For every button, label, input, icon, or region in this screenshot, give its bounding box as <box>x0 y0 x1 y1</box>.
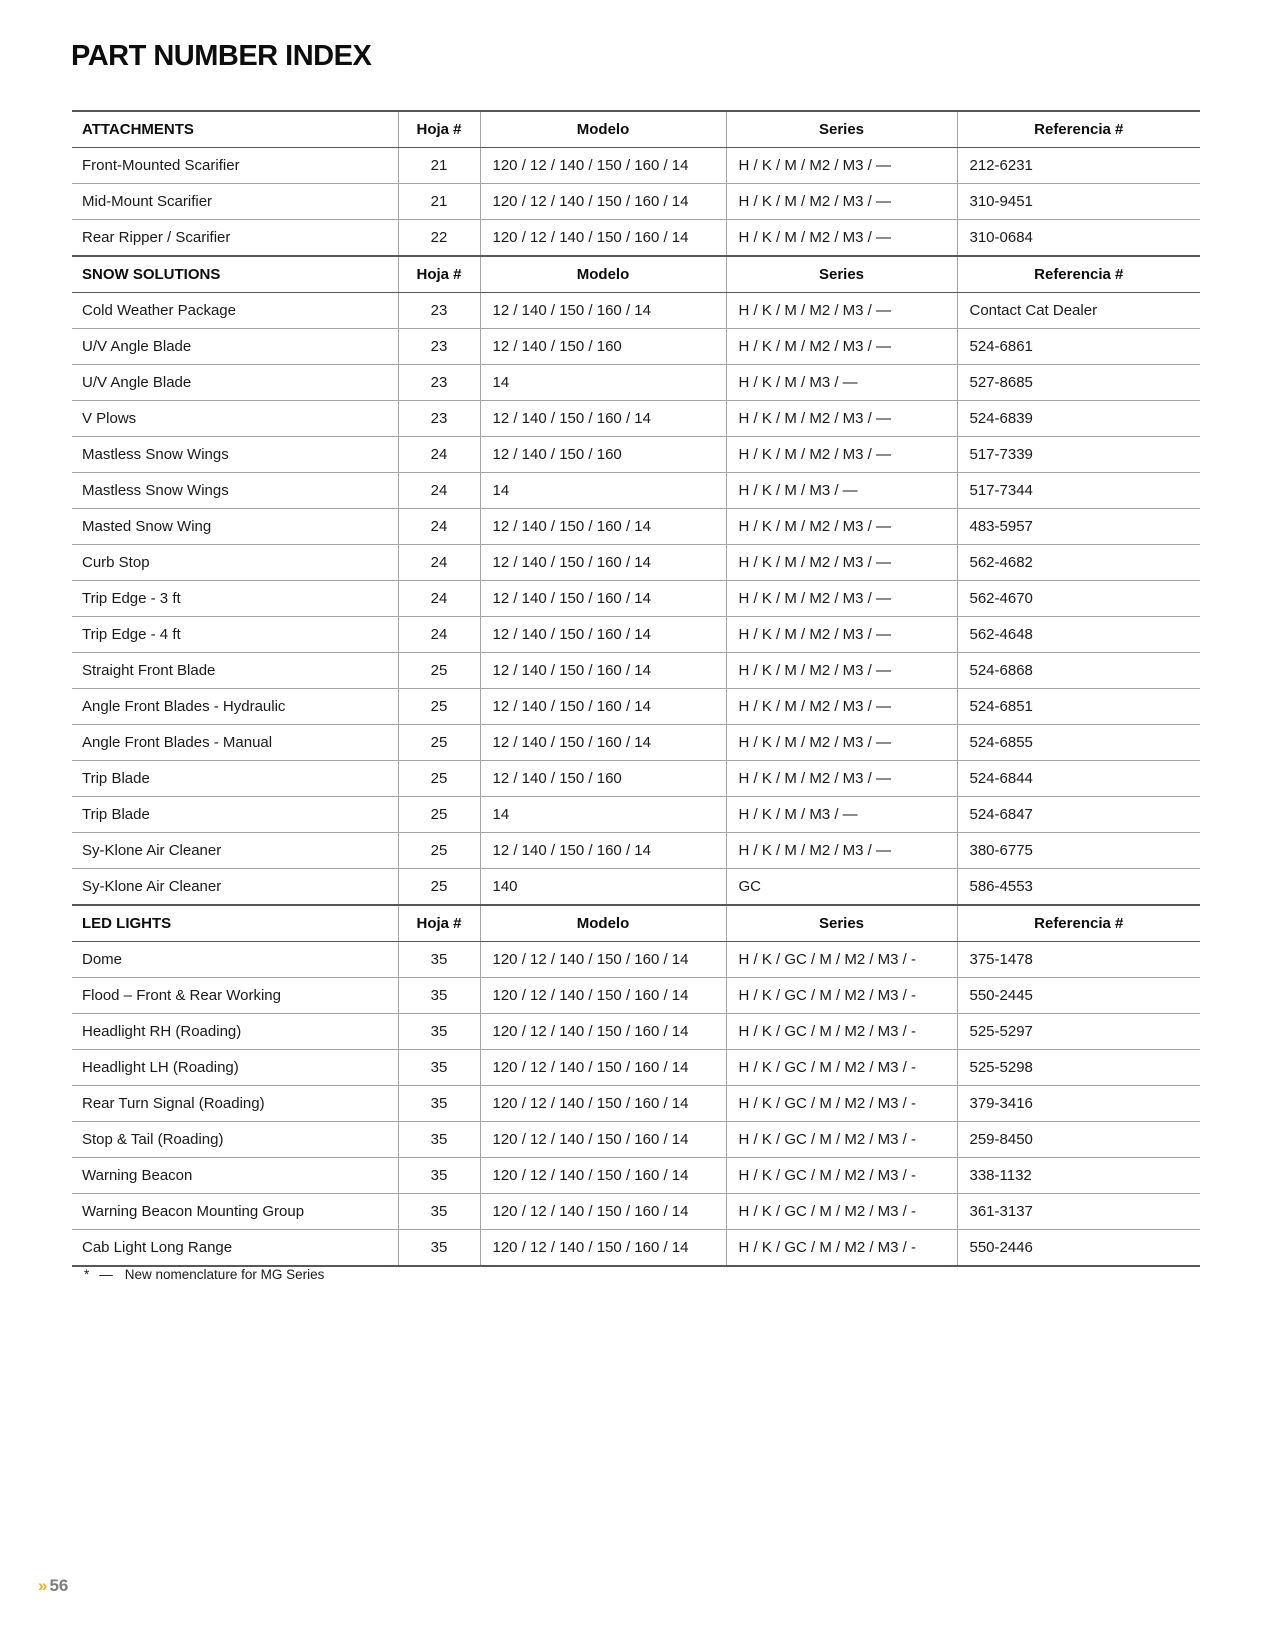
modelo-cell: 12 / 140 / 150 / 160 / 14 <box>480 689 726 725</box>
series-cell: H / K / M / M2 / M3 / — <box>726 401 957 437</box>
product-name-cell: Trip Blade <box>72 761 398 797</box>
product-name-cell: Front-Mounted Scarifier <box>72 148 398 184</box>
hoja-cell: 23 <box>398 329 480 365</box>
modelo-cell: 120 / 12 / 140 / 150 / 160 / 14 <box>480 942 726 978</box>
modelo-cell: 14 <box>480 797 726 833</box>
hoja-cell: 25 <box>398 689 480 725</box>
referencia-cell: 375-1478 <box>957 942 1200 978</box>
table-row <box>72 1086 1200 1122</box>
referencia-cell: 525-5298 <box>957 1050 1200 1086</box>
hoja-cell: 35 <box>398 1230 480 1267</box>
hoja-cell: 24 <box>398 473 480 509</box>
column-header: Modelo <box>480 905 726 942</box>
modelo-cell: 120 / 12 / 140 / 150 / 160 / 14 <box>480 148 726 184</box>
referencia-cell: 517-7344 <box>957 473 1200 509</box>
series-cell: H / K / M / M2 / M3 / — <box>726 725 957 761</box>
series-cell: H / K / M / M2 / M3 / — <box>726 148 957 184</box>
modelo-cell: 12 / 140 / 150 / 160 / 14 <box>480 833 726 869</box>
referencia-cell: 310-9451 <box>957 184 1200 220</box>
hoja-cell: 25 <box>398 869 480 906</box>
product-name-cell: Curb Stop <box>72 545 398 581</box>
column-header: Hoja # <box>398 905 480 942</box>
referencia-cell: 527-8685 <box>957 365 1200 401</box>
footnote-dash: — <box>99 1267 113 1282</box>
series-cell: H / K / GC / M / M2 / M3 / - <box>726 1086 957 1122</box>
referencia-cell: 361-3137 <box>957 1194 1200 1230</box>
series-cell: H / K / M / M2 / M3 / — <box>726 761 957 797</box>
table-row <box>72 401 1200 437</box>
product-name-cell: Stop & Tail (Roading) <box>72 1122 398 1158</box>
hoja-cell: 23 <box>398 401 480 437</box>
series-cell: H / K / M / M2 / M3 / — <box>726 617 957 653</box>
section-header-row <box>72 905 1200 942</box>
referencia-cell: 379-3416 <box>957 1086 1200 1122</box>
footnote-asterisk: * <box>84 1267 90 1282</box>
column-header: Series <box>726 111 957 148</box>
modelo-cell: 14 <box>480 365 726 401</box>
series-cell: H / K / GC / M / M2 / M3 / - <box>726 942 957 978</box>
series-cell: H / K / GC / M / M2 / M3 / - <box>726 1050 957 1086</box>
hoja-cell: 25 <box>398 725 480 761</box>
modelo-cell: 12 / 140 / 150 / 160 <box>480 761 726 797</box>
column-header: Hoja # <box>398 111 480 148</box>
modelo-cell: 120 / 12 / 140 / 150 / 160 / 14 <box>480 184 726 220</box>
hoja-cell: 35 <box>398 1086 480 1122</box>
modelo-cell: 14 <box>480 473 726 509</box>
product-name-cell: Warning Beacon Mounting Group <box>72 1194 398 1230</box>
column-header: Referencia # <box>957 905 1200 942</box>
modelo-cell: 12 / 140 / 150 / 160 / 14 <box>480 509 726 545</box>
hoja-cell: 35 <box>398 1014 480 1050</box>
product-name-cell: V Plows <box>72 401 398 437</box>
series-cell: H / K / M / M2 / M3 / — <box>726 545 957 581</box>
column-header: Series <box>726 256 957 293</box>
series-cell: H / K / M / M2 / M3 / — <box>726 509 957 545</box>
hoja-cell: 35 <box>398 1122 480 1158</box>
modelo-cell: 120 / 12 / 140 / 150 / 160 / 14 <box>480 978 726 1014</box>
table-row <box>72 653 1200 689</box>
series-cell: H / K / M / M2 / M3 / — <box>726 689 957 725</box>
hoja-cell: 24 <box>398 617 480 653</box>
product-name-cell: Angle Front Blades - Manual <box>72 725 398 761</box>
product-name-cell: Headlight LH (Roading) <box>72 1050 398 1086</box>
section-title: SNOW SOLUTIONS <box>72 256 398 293</box>
hoja-cell: 22 <box>398 220 480 257</box>
series-cell: H / K / M / M2 / M3 / — <box>726 653 957 689</box>
footnote <box>84 1267 324 1282</box>
hoja-cell: 23 <box>398 293 480 329</box>
hoja-cell: 25 <box>398 797 480 833</box>
referencia-cell: 338-1132 <box>957 1158 1200 1194</box>
referencia-cell: 310-0684 <box>957 220 1200 257</box>
table-row <box>72 797 1200 833</box>
hoja-cell: 24 <box>398 545 480 581</box>
referencia-cell: 212-6231 <box>957 148 1200 184</box>
table-row <box>72 725 1200 761</box>
column-header: Referencia # <box>957 111 1200 148</box>
table-row <box>72 329 1200 365</box>
product-name-cell: Trip Blade <box>72 797 398 833</box>
hoja-cell: 35 <box>398 942 480 978</box>
modelo-cell: 120 / 12 / 140 / 150 / 160 / 14 <box>480 1122 726 1158</box>
modelo-cell: 12 / 140 / 150 / 160 / 14 <box>480 653 726 689</box>
column-header: Hoja # <box>398 256 480 293</box>
modelo-cell: 12 / 140 / 150 / 160 / 14 <box>480 725 726 761</box>
series-cell: H / K / GC / M / M2 / M3 / - <box>726 1230 957 1267</box>
series-cell: H / K / M / M2 / M3 / — <box>726 329 957 365</box>
hoja-cell: 35 <box>398 978 480 1014</box>
modelo-cell: 120 / 12 / 140 / 150 / 160 / 14 <box>480 1158 726 1194</box>
series-cell: H / K / GC / M / M2 / M3 / - <box>726 1014 957 1050</box>
referencia-cell: 524-6851 <box>957 689 1200 725</box>
referencia-cell: 380-6775 <box>957 833 1200 869</box>
table-row <box>72 617 1200 653</box>
product-name-cell: U/V Angle Blade <box>72 329 398 365</box>
series-cell: H / K / GC / M / M2 / M3 / - <box>726 1122 957 1158</box>
page-footer <box>38 1576 68 1596</box>
series-cell: H / K / GC / M / M2 / M3 / - <box>726 1158 957 1194</box>
chevron-icon: » <box>38 1576 48 1595</box>
series-cell: H / K / M / M2 / M3 / — <box>726 833 957 869</box>
table-row <box>72 1230 1200 1267</box>
table-row <box>72 869 1200 906</box>
referencia-cell: 550-2446 <box>957 1230 1200 1267</box>
series-cell: H / K / GC / M / M2 / M3 / - <box>726 1194 957 1230</box>
hoja-cell: 35 <box>398 1194 480 1230</box>
product-name-cell: Warning Beacon <box>72 1158 398 1194</box>
referencia-cell: 524-6861 <box>957 329 1200 365</box>
table-row <box>72 365 1200 401</box>
table-row <box>72 1158 1200 1194</box>
product-name-cell: Rear Turn Signal (Roading) <box>72 1086 398 1122</box>
table-row <box>72 1194 1200 1230</box>
product-name-cell: Masted Snow Wing <box>72 509 398 545</box>
series-cell: H / K / M / M3 / — <box>726 365 957 401</box>
modelo-cell: 12 / 140 / 150 / 160 <box>480 329 726 365</box>
table-row <box>72 293 1200 329</box>
product-name-cell: Dome <box>72 942 398 978</box>
series-cell: GC <box>726 869 957 906</box>
table-row <box>72 1014 1200 1050</box>
series-cell: H / K / M / M3 / — <box>726 473 957 509</box>
table-row <box>72 942 1200 978</box>
table-section <box>72 111 1200 256</box>
product-name-cell: Trip Edge - 4 ft <box>72 617 398 653</box>
referencia-cell: 517-7339 <box>957 437 1200 473</box>
referencia-cell: 562-4648 <box>957 617 1200 653</box>
modelo-cell: 120 / 12 / 140 / 150 / 160 / 14 <box>480 1014 726 1050</box>
referencia-cell: 524-6847 <box>957 797 1200 833</box>
product-name-cell: U/V Angle Blade <box>72 365 398 401</box>
section-header-row <box>72 111 1200 148</box>
referencia-cell: 562-4682 <box>957 545 1200 581</box>
product-name-cell: Headlight RH (Roading) <box>72 1014 398 1050</box>
product-name-cell: Mid-Mount Scarifier <box>72 184 398 220</box>
modelo-cell: 120 / 12 / 140 / 150 / 160 / 14 <box>480 1086 726 1122</box>
modelo-cell: 120 / 12 / 140 / 150 / 160 / 14 <box>480 1194 726 1230</box>
modelo-cell: 12 / 140 / 150 / 160 / 14 <box>480 401 726 437</box>
footnote-text: New nomenclature for MG Series <box>124 1267 325 1282</box>
section-title: ATTACHMENTS <box>72 111 398 148</box>
table-row <box>72 509 1200 545</box>
referencia-cell: 259-8450 <box>957 1122 1200 1158</box>
referencia-cell: 550-2445 <box>957 978 1200 1014</box>
referencia-cell: 483-5957 <box>957 509 1200 545</box>
series-cell: H / K / GC / M / M2 / M3 / - <box>726 978 957 1014</box>
hoja-cell: 25 <box>398 833 480 869</box>
product-name-cell: Mastless Snow Wings <box>72 437 398 473</box>
modelo-cell: 12 / 140 / 150 / 160 / 14 <box>480 617 726 653</box>
referencia-cell: 525-5297 <box>957 1014 1200 1050</box>
product-name-cell: Sy-Klone Air Cleaner <box>72 833 398 869</box>
section-header-row <box>72 256 1200 293</box>
referencia-cell: 524-6868 <box>957 653 1200 689</box>
referencia-cell: 524-6855 <box>957 725 1200 761</box>
hoja-cell: 25 <box>398 653 480 689</box>
hoja-cell: 23 <box>398 365 480 401</box>
series-cell: H / K / M / M2 / M3 / — <box>726 581 957 617</box>
hoja-cell: 35 <box>398 1050 480 1086</box>
table-row <box>72 761 1200 797</box>
table-row <box>72 581 1200 617</box>
modelo-cell: 12 / 140 / 150 / 160 / 14 <box>480 545 726 581</box>
product-name-cell: Rear Ripper / Scarifier <box>72 220 398 257</box>
product-name-cell: Sy-Klone Air Cleaner <box>72 869 398 906</box>
series-cell: H / K / M / M3 / — <box>726 797 957 833</box>
column-header: Modelo <box>480 256 726 293</box>
table-row <box>72 1122 1200 1158</box>
hoja-cell: 24 <box>398 581 480 617</box>
hoja-cell: 21 <box>398 148 480 184</box>
table-row <box>72 545 1200 581</box>
referencia-cell: Contact Cat Dealer <box>957 293 1200 329</box>
modelo-cell: 120 / 12 / 140 / 150 / 160 / 14 <box>480 220 726 257</box>
product-name-cell: Mastless Snow Wings <box>72 473 398 509</box>
product-name-cell: Trip Edge - 3 ft <box>72 581 398 617</box>
table-row <box>72 148 1200 184</box>
table-section <box>72 256 1200 905</box>
hoja-cell: 24 <box>398 509 480 545</box>
table-row <box>72 978 1200 1014</box>
table-row <box>72 689 1200 725</box>
series-cell: H / K / M / M2 / M3 / — <box>726 184 957 220</box>
column-header: Modelo <box>480 111 726 148</box>
product-name-cell: Angle Front Blades - Hydraulic <box>72 689 398 725</box>
modelo-cell: 140 <box>480 869 726 906</box>
table-row <box>72 833 1200 869</box>
referencia-cell: 586-4553 <box>957 869 1200 906</box>
table-row <box>72 220 1200 257</box>
modelo-cell: 12 / 140 / 150 / 160 / 14 <box>480 581 726 617</box>
section-title: LED LIGHTS <box>72 905 398 942</box>
hoja-cell: 21 <box>398 184 480 220</box>
hoja-cell: 35 <box>398 1158 480 1194</box>
product-name-cell: Cab Light Long Range <box>72 1230 398 1267</box>
page-number: 56 <box>49 1576 69 1595</box>
hoja-cell: 24 <box>398 437 480 473</box>
page-title: PART NUMBER INDEX <box>71 40 372 72</box>
hoja-cell: 25 <box>398 761 480 797</box>
product-name-cell: Flood – Front & Rear Working <box>72 978 398 1014</box>
table-row <box>72 1050 1200 1086</box>
column-header: Referencia # <box>957 256 1200 293</box>
modelo-cell: 120 / 12 / 140 / 150 / 160 / 14 <box>480 1230 726 1267</box>
table-row <box>72 473 1200 509</box>
product-name-cell: Straight Front Blade <box>72 653 398 689</box>
referencia-cell: 524-6844 <box>957 761 1200 797</box>
series-cell: H / K / M / M2 / M3 / — <box>726 437 957 473</box>
part-number-index-table <box>72 110 1200 1267</box>
series-cell: H / K / M / M2 / M3 / — <box>726 220 957 257</box>
modelo-cell: 12 / 140 / 150 / 160 <box>480 437 726 473</box>
product-name-cell: Cold Weather Package <box>72 293 398 329</box>
referencia-cell: 524-6839 <box>957 401 1200 437</box>
referencia-cell: 562-4670 <box>957 581 1200 617</box>
table-row <box>72 184 1200 220</box>
table-section <box>72 905 1200 1266</box>
modelo-cell: 12 / 140 / 150 / 160 / 14 <box>480 293 726 329</box>
column-header: Series <box>726 905 957 942</box>
series-cell: H / K / M / M2 / M3 / — <box>726 293 957 329</box>
table-row <box>72 437 1200 473</box>
modelo-cell: 120 / 12 / 140 / 150 / 160 / 14 <box>480 1050 726 1086</box>
